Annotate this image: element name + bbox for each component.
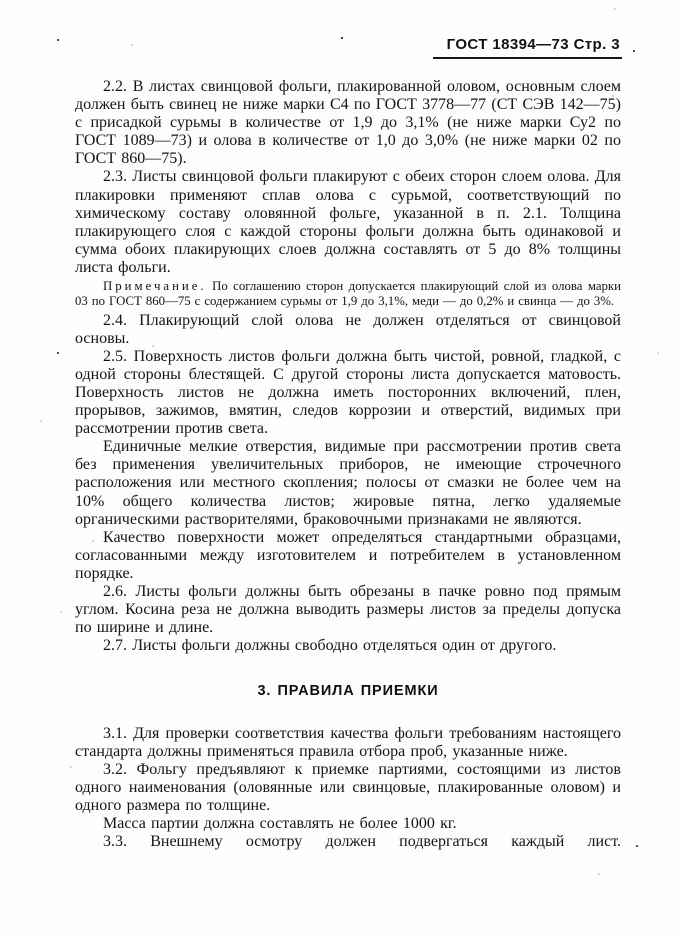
section-heading-rules-of-acceptance: 3. ПРАВИЛА ПРИЕМКИ	[257, 683, 439, 700]
paragraph-3-3: 3.3. Внешнему осмотру должен подвергаться каждый лист.	[103, 833, 621, 851]
note-paragraph	[75, 279, 621, 310]
note-text: По соглашению сторон допускается плакирующий слой из олова марки 03 по ГОСТ 860—75 с содержанием сурьмы от 1,9 до 3,1%, меди — до 0,2% и свинца — до 3%.	[75, 279, 621, 309]
page-header: ГОСТ 18394—73 Стр. 3	[433, 36, 622, 59]
paragraph-2-3: 2.3. Листы свинцовой фольги плакируют с обеих сторон слоем олова. Для плакировки применяют сплав олова с сурьмой, соответствующий по химическому составу оловянной фольге, указанной в п. 2.1. Толщина плакирующего слоя с каждой стороны фольги должна быть одинаковой и сумма обоих плакирующих слоев должна составлять от 5 до 8% толщины листа фольги.	[75, 168, 621, 276]
paragraph-2-7: 2.7. Листы фольги должны свободно отделяться один от другого.	[103, 637, 557, 655]
paragraph-2-4: 2.4. Плакирующий слой олова не должен отделяться от свинцовой основы.	[75, 311, 621, 347]
paragraph-surface-quality: Качество поверхности может определяться стандартными образцами, согласованными между изготовителем и потребителем в установленном порядке.	[75, 528, 621, 582]
paragraph-2-5: 2.5. Поверхность листов фольги должна быть чистой, ровной, гладкой, с одной стороны блестящей. С другой стороны листа допускается матовость. Поверхность листов не должна иметь посторонних включений, плен, прорывов, зажимов, вмятин, следов коррозии и отверстий, видимых при рассмотрении против света.	[75, 347, 621, 438]
page-header-row	[0, 0, 683, 59]
note-label: Примечание.	[103, 279, 207, 294]
paragraph-3-2: 3.2. Фольгу предъявляют к приемке партиями, состоящими из листов одного наименования (оловянные или свинцовые, плакированные оловом) и одного размера по толщине.	[75, 760, 621, 814]
paragraph-lot-mass: Масса партии должна составлять не более 1000 кг.	[103, 814, 457, 832]
paragraph-2-2: 2.2. В листах свинцовой фольги, плакированной оловом, основным слоем должен быть свинец не ниже марки С4 по ГОСТ 3778—77 (СТ СЭВ 142—75) с присадкой сурьмы в количестве от 1,9 до 3,1% (не ниже марки Су2 по ГОСТ 1089—73) и олова в количестве от 1,0 до 3,0% (не ниже марки 02 по ГОСТ 860—75).	[75, 78, 621, 168]
paragraph-3-1: 3.1. Для проверки соответствия качества фольги требованиям настоящего стандарта должны применяться правила отбора проб, указанные ниже.	[75, 724, 621, 760]
paragraph-2-6: 2.6. Листы фольги должны быть обрезаны в пачке ровно под прямым углом. Косина реза не должна выводить размеры листов за пределы допуска по ширине и длине.	[75, 583, 621, 637]
document-body	[75, 78, 621, 851]
paragraph-pinholes: Единичные мелкие отверстия, видимые при рассмотрении против света без применения увеличительных приборов, не имеющие строчечного расположения или местного скопления; полосы от смазки не более чем на 10% общего количества листов; жировые пятна, легко удаляемые органическими растворителями, браковочными признаками не являются.	[75, 438, 621, 528]
